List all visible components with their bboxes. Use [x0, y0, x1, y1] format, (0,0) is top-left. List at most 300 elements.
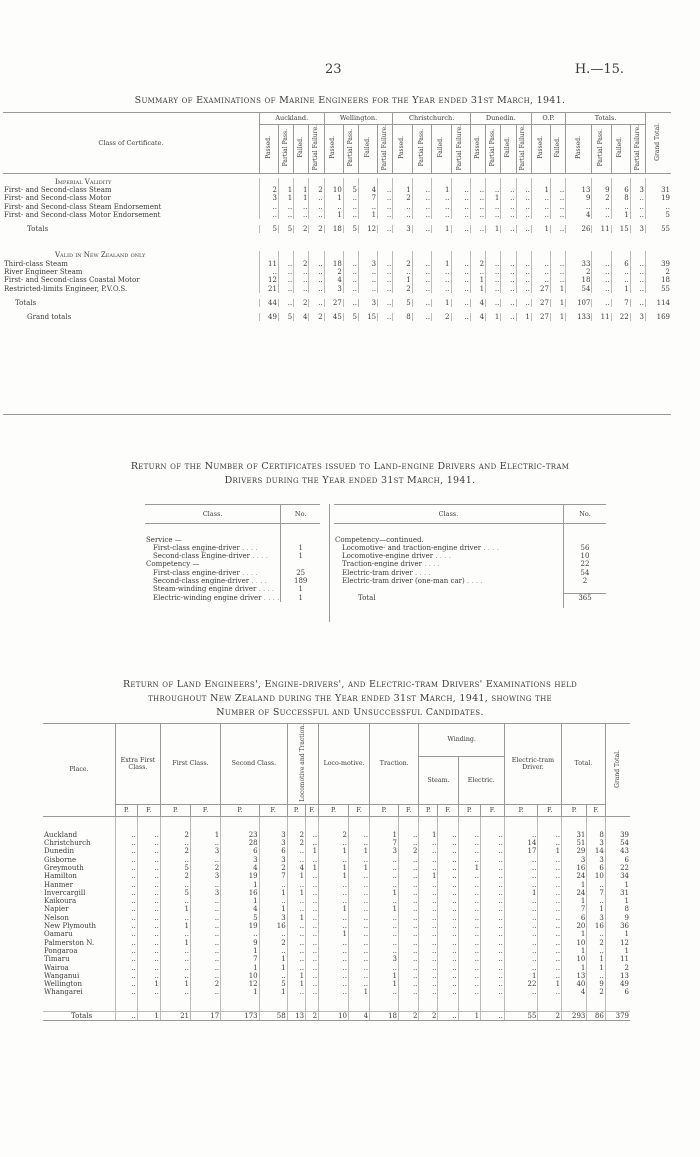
cell: 13 [566, 186, 592, 194]
document-reference: H.—15. [574, 62, 624, 77]
cell: .. [259, 930, 287, 938]
cell: .. [309, 211, 324, 219]
place-label: Totals [43, 1011, 116, 1020]
totals-row [3, 225, 671, 233]
cell: .. [309, 260, 324, 268]
cell: .. [160, 914, 190, 922]
cell: .. [587, 930, 605, 938]
cell: 173 [221, 1011, 259, 1020]
cell: .. [458, 839, 481, 847]
cell: .. [309, 276, 324, 284]
cell: 1 [259, 955, 287, 963]
cell: .. [419, 947, 438, 955]
cell: .. [137, 972, 160, 980]
cell: 1 [319, 864, 349, 872]
class-label: Steam-winding engine driver . . . . [153, 585, 275, 594]
cell: .. [486, 276, 501, 284]
cell: .. [432, 194, 451, 202]
count: 2 [564, 577, 607, 585]
cell: .. [370, 939, 399, 947]
table-row [43, 964, 630, 972]
cell: .. [438, 972, 458, 980]
cell: 1 [221, 947, 259, 955]
cell: .. [438, 831, 458, 839]
cell: .. [319, 939, 349, 947]
cell: .. [550, 194, 565, 202]
cell: .. [324, 203, 343, 211]
cell: .. [393, 268, 412, 276]
cell: .. [399, 988, 419, 996]
cell: .. [470, 203, 485, 211]
cell: 1 [349, 847, 370, 855]
cell: 36 [605, 922, 630, 930]
cell: 17 [191, 1011, 221, 1020]
cell: 3 [630, 313, 645, 321]
cell: 17 [504, 847, 538, 855]
cell: .. [451, 260, 470, 268]
cell: .. [419, 922, 438, 930]
cell: 5 [259, 225, 278, 233]
cell: 5 [393, 299, 412, 307]
cell: 1 [278, 194, 293, 202]
cell: 45 [324, 313, 343, 321]
cell: .. [419, 972, 438, 980]
cell: .. [306, 872, 319, 880]
cell: .. [116, 831, 138, 839]
cell: .. [393, 211, 412, 219]
cell: 18 [324, 225, 343, 233]
cell: .. [259, 268, 278, 276]
cell: 6 [611, 260, 630, 268]
cell: .. [451, 276, 470, 284]
cell: 55 [645, 285, 671, 293]
p-header: P. [160, 804, 190, 816]
grand-totals-row [3, 313, 671, 321]
cell: .. [592, 268, 611, 276]
cell: .. [306, 964, 319, 972]
cell: 20 [562, 922, 587, 930]
cell: .. [309, 203, 324, 211]
cell: .. [306, 881, 319, 889]
cell: .. [538, 914, 562, 922]
cell: .. [630, 203, 645, 211]
cell: 1 [611, 211, 630, 219]
sub-header: Failed. [550, 125, 565, 174]
table-row [43, 872, 630, 880]
section-heading: Valid in New Zealand only [55, 251, 146, 260]
cell: 1 [319, 905, 349, 913]
cell: .. [137, 856, 160, 864]
cell: .. [294, 211, 309, 219]
cell: 3 [587, 856, 605, 864]
cell: 18 [645, 276, 671, 284]
cell: .. [116, 864, 138, 872]
cell: .. [349, 881, 370, 889]
class-label: Electric-tram driver (one-man car) . . . . [342, 576, 483, 585]
cell: 1 [370, 980, 399, 988]
cell: 1 [287, 872, 305, 880]
cell: .. [481, 881, 505, 889]
cell: .. [438, 980, 458, 988]
cell: 9 [587, 980, 605, 988]
cell: .. [349, 831, 370, 839]
cell: 28 [221, 839, 259, 847]
cell: .. [438, 881, 458, 889]
cell: .. [399, 939, 419, 947]
cell: 1 [319, 847, 349, 855]
cell: 3 [324, 285, 343, 293]
count [281, 560, 320, 568]
cell: .. [412, 268, 431, 276]
cell: .. [399, 955, 419, 963]
cell: .. [191, 988, 221, 996]
f-header: F. [259, 804, 287, 816]
cell: .. [278, 276, 293, 284]
cell: 5 [278, 225, 293, 233]
cell: 1 [550, 285, 565, 293]
total-row [334, 593, 606, 602]
cell: .. [531, 203, 550, 211]
sub-header: Partial Pass. [343, 125, 358, 174]
cell: .. [349, 914, 370, 922]
cell: .. [116, 856, 138, 864]
cell: 22 [611, 313, 630, 321]
cell: .. [191, 964, 221, 972]
cell: .. [412, 285, 431, 293]
cell: 1 [562, 881, 587, 889]
cell: .. [137, 964, 160, 972]
cell: 16 [587, 922, 605, 930]
list-item [334, 577, 606, 585]
cell: 1 [486, 313, 501, 321]
cell: 1 [319, 930, 349, 938]
cell: 6 [562, 914, 587, 922]
cell: 27 [531, 299, 550, 307]
p-header: P. [504, 804, 538, 816]
cell: 1 [287, 980, 305, 988]
cell: .. [191, 905, 221, 913]
cell: .. [550, 268, 565, 276]
table-row [43, 831, 630, 839]
cell: .. [378, 276, 393, 284]
cell: 21 [160, 1011, 190, 1020]
cell: .. [259, 881, 287, 889]
cell: 8 [605, 905, 630, 913]
no-header: No. [281, 505, 320, 524]
cell: 13 [562, 972, 587, 980]
cell: 4 [562, 988, 587, 996]
count: 56 [564, 544, 607, 552]
cell: 11 [605, 955, 630, 963]
count: 54 [564, 569, 607, 577]
cell: 19 [645, 194, 671, 202]
cell: .. [370, 922, 399, 930]
place-label: Invercargill [44, 888, 86, 897]
cell: 3 [587, 839, 605, 847]
cell: .. [538, 930, 562, 938]
f-header: F. [399, 804, 419, 816]
cell: .. [160, 972, 190, 980]
table-row [43, 914, 630, 922]
cell: .. [306, 905, 319, 913]
cell: .. [378, 299, 393, 307]
cell: .. [160, 856, 190, 864]
cell: 6 [221, 847, 259, 855]
cell: .. [516, 268, 531, 276]
cell: .. [451, 211, 470, 219]
cell: 2 [294, 299, 309, 307]
cell: .. [438, 988, 458, 996]
sub-header: Passed. [531, 125, 550, 174]
cell: .. [531, 260, 550, 268]
cell: 2 [587, 939, 605, 947]
cell: .. [481, 905, 505, 913]
cell: 18 [324, 260, 343, 268]
cell: 1 [550, 313, 565, 321]
cell: .. [294, 285, 309, 293]
cell: .. [319, 922, 349, 930]
place-header: Totals. [566, 113, 646, 125]
p-header: P. [319, 804, 349, 816]
cell: .. [137, 939, 160, 947]
no-header: No. [564, 505, 607, 524]
winding-electric-header: Electric. [458, 756, 504, 804]
cell: .. [481, 947, 505, 955]
table1-title: Summary of Examinations of Marine Engineers for the Year ended 31st March, 1941. [134, 95, 566, 106]
cell: 7 [611, 299, 630, 307]
cell: .. [399, 972, 419, 980]
place-header: Auckland. [259, 113, 324, 125]
cell: .. [294, 203, 309, 211]
cell: 2 [287, 839, 305, 847]
list-item [334, 552, 606, 560]
cell: 1 [393, 276, 412, 284]
cell: .. [191, 881, 221, 889]
cell: .. [458, 897, 481, 905]
cell: 16 [259, 922, 287, 930]
cell: .. [419, 839, 438, 847]
cell: 39 [605, 831, 630, 839]
cell: .. [438, 955, 458, 963]
cell: 12 [359, 225, 378, 233]
table2-divider [329, 504, 330, 622]
cell: .. [399, 864, 419, 872]
cell: .. [378, 194, 393, 202]
cell: 1 [458, 864, 481, 872]
class-header: Class. [334, 505, 564, 524]
col-header-total: Total. [562, 724, 606, 805]
cell: .. [287, 922, 305, 930]
count: 1 [281, 544, 320, 552]
cell: .. [451, 268, 470, 276]
cell: .. [349, 872, 370, 880]
cell: 1 [191, 831, 221, 839]
cell: .. [438, 872, 458, 880]
cell: .. [393, 203, 412, 211]
cell: 2 [309, 186, 324, 194]
place-label: Wairoa [44, 963, 69, 972]
cell: 49 [605, 980, 630, 988]
list-item [145, 585, 320, 593]
cell: .. [278, 211, 293, 219]
cell: 1 [221, 881, 259, 889]
cell: 1 [287, 972, 305, 980]
row-label: Third-class Steam [4, 259, 68, 268]
cell: .. [319, 964, 349, 972]
cell: .. [306, 988, 319, 996]
cell: .. [319, 955, 349, 963]
cell: .. [438, 856, 458, 864]
table-row [3, 194, 671, 202]
cell: .. [438, 839, 458, 847]
cell: .. [458, 847, 481, 855]
cell: .. [587, 897, 605, 905]
cell: .. [458, 930, 481, 938]
cell: 19 [221, 872, 259, 880]
cell: 133 [566, 313, 592, 321]
cell: .. [419, 914, 438, 922]
cell: .. [319, 856, 349, 864]
cell: 4 [470, 313, 485, 321]
cell: 14 [504, 839, 538, 847]
sub-header: Passed. [470, 125, 485, 174]
cell: .. [504, 930, 538, 938]
cell: 1 [259, 889, 287, 897]
table-row [3, 203, 671, 211]
cell: 9 [566, 194, 592, 202]
cell: .. [378, 225, 393, 233]
cell: .. [319, 889, 349, 897]
cell: .. [504, 939, 538, 947]
row-label: Restricted-limits Engineer, P.V.O.S. [4, 284, 128, 293]
class-label: Electric-winding engine driver . . . . [153, 593, 280, 602]
sub-header: Passed. [324, 125, 343, 174]
cell: 2 [393, 285, 412, 293]
cell: .. [504, 864, 538, 872]
count: 22 [564, 560, 607, 568]
row-label: Grand totals [27, 313, 72, 322]
cell: 2 [160, 847, 190, 855]
cell: 11 [259, 260, 278, 268]
cell: .. [592, 211, 611, 219]
cell: .. [191, 914, 221, 922]
cell: 1 [605, 930, 630, 938]
cell: .. [538, 839, 562, 847]
cell: 19 [221, 922, 259, 930]
cell: .. [481, 1011, 505, 1020]
table-row [43, 955, 630, 963]
cell: .. [438, 930, 458, 938]
cell: .. [458, 939, 481, 947]
cell: .. [343, 211, 358, 219]
cell: .. [419, 881, 438, 889]
cell: 1 [160, 905, 190, 913]
cell: 5 [259, 980, 287, 988]
list-item [145, 536, 320, 544]
cell: .. [287, 939, 305, 947]
p-header: P. [221, 804, 259, 816]
class-label: Second-class Engine-driver . . . . [153, 552, 268, 561]
cell: .. [516, 299, 531, 307]
cell: .. [501, 260, 516, 268]
row-label: First- and Second-class Motor [4, 194, 111, 203]
cell: 1 [605, 881, 630, 889]
cell: 1 [278, 186, 293, 194]
cell: .. [343, 268, 358, 276]
cell: 1 [287, 889, 305, 897]
sub-header: Partial Failure. [378, 125, 393, 174]
place-label: Palmerston N. [44, 938, 95, 947]
cell: 4 [566, 211, 592, 219]
cell: .. [470, 225, 485, 233]
table3-title-line1: Return of Land Engineers', Engine-drivers', and Electric-tram Drivers' Examinations held [122, 679, 578, 690]
cell: .. [504, 881, 538, 889]
cell: .. [501, 276, 516, 284]
class-label: First-class engine-driver . . . . [153, 543, 258, 552]
cell: .. [116, 914, 138, 922]
count [281, 536, 320, 544]
cell: .. [481, 914, 505, 922]
cell: 2 [287, 831, 305, 839]
cell: .. [116, 922, 138, 930]
table-row [43, 881, 630, 889]
cell: .. [458, 964, 481, 972]
cell: .. [550, 260, 565, 268]
cell: .. [501, 299, 516, 307]
cell: .. [137, 889, 160, 897]
cell: .. [504, 964, 538, 972]
cell: .. [306, 930, 319, 938]
cell: .. [438, 864, 458, 872]
cell: .. [306, 856, 319, 864]
cell: 21 [259, 285, 278, 293]
cell: .. [191, 897, 221, 905]
cell: 44 [259, 299, 278, 307]
cell: .. [486, 260, 501, 268]
col-header-traction: Traction. [370, 724, 419, 805]
cell: .. [412, 260, 431, 268]
cell: 31 [562, 831, 587, 839]
cell: .. [438, 939, 458, 947]
cell: .. [504, 831, 538, 839]
cell: .. [137, 847, 160, 855]
cell: .. [486, 285, 501, 293]
cell: 1 [605, 897, 630, 905]
cell: .. [294, 276, 309, 284]
cell: 5 [278, 313, 293, 321]
cell: .. [486, 203, 501, 211]
cell: .. [412, 194, 431, 202]
cell: .. [294, 268, 309, 276]
cell: .. [645, 203, 671, 211]
cell: .. [538, 905, 562, 913]
cell: .. [501, 225, 516, 233]
cell: .. [278, 268, 293, 276]
cell: .. [432, 203, 451, 211]
sub-header: Passed. [259, 125, 278, 174]
cell: .. [419, 864, 438, 872]
cell: .. [458, 914, 481, 922]
cell: .. [116, 980, 138, 988]
cell: 4 [470, 299, 485, 307]
cell: .. [538, 897, 562, 905]
cell: 1 [370, 972, 399, 980]
cell: .. [399, 947, 419, 955]
count: 189 [281, 577, 320, 585]
cell: .. [370, 872, 399, 880]
cell: .. [481, 939, 505, 947]
cell: 13 [605, 972, 630, 980]
